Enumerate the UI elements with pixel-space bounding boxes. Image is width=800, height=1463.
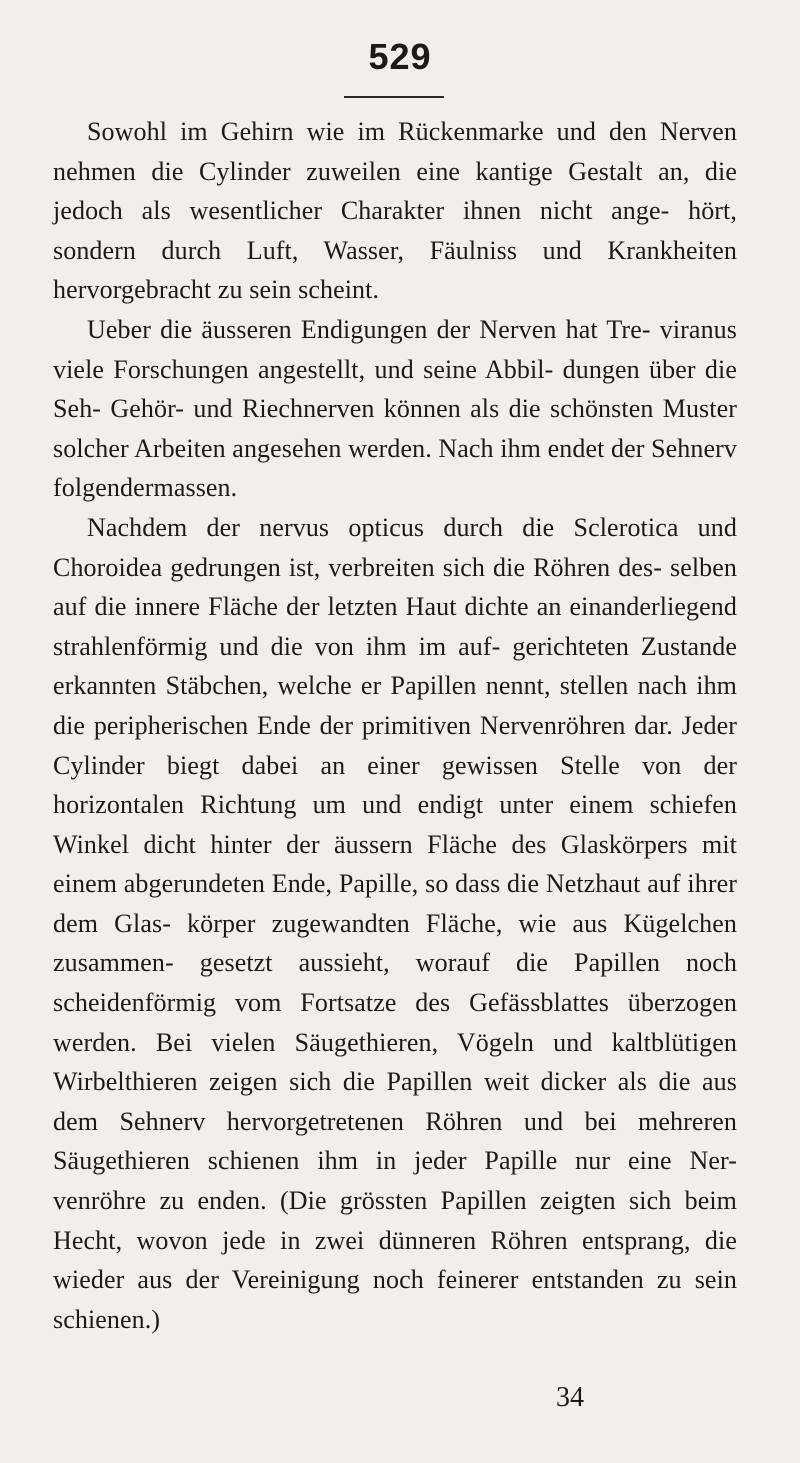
- paragraph-3: Nachdem der nervus opticus durch die Sclerotica und Choroidea gedrungen ist, verbreiten sich die Röhren des- selben auf die innere Fläche der letzten Haut dichte an einanderliegend strahlenförmig und die von ihm im auf- gerichteten Zustande erkannten Stäbchen, welche er Papillen nennt, stellen nach ihm die peripherischen Ende der primitiven Nervenröhren dar. Jeder Cylinder biegt dabei an einer gewissen Stelle von der horizontalen Richtung um und endigt unter einem schiefen Winkel dicht hinter der äussern Fläche des Glaskörpers mit einem abgerundeten Ende, Papille, so dass die Netzhaut auf ihrer dem Glas- körper zugewandten Fläche, wie aus Kügelchen zusammen- gesetzt aussieht, worauf die Papillen noch scheidenförmig vom Fortsatze des Gefässblattes überzogen werden. Bei vielen Säugethieren, Vögeln und kaltblütigen Wirbelthieren zeigen sich die Papillen weit dicker als die aus dem Sehnerv hervorgetretenen Röhren und bei mehreren Säugethieren schienen ihm in jeder Papille nur eine Ner- venröhre zu enden. (Die grössten Papillen zeigten sich beim Hecht, wovon jede in zwei dünneren Röhren entsprang, die wieder aus der Vereinigung noch feinerer entstanden zu sein schienen.): [53, 512, 737, 1334]
- paragraph-2: Ueber die äusseren Endigungen der Nerven hat Tre- viranus viele Forschungen angestellt, und seine Abbil- dungen über die Seh- Gehör- und Riechnerven können als die schönsten Muster solcher Arbeiten angesehen werden. Nach ihm endet der Sehnerv folgendermassen.: [53, 314, 738, 503]
- signature-mark: 34: [556, 1382, 584, 1413]
- body-text: [53, 112, 737, 1339]
- page-number-rule: [344, 96, 444, 98]
- paragraph-1: Sowohl im Gehirn wie im Rückenmarke und den Nerven nehmen die Cylinder zuweilen eine kantige Gestalt an, die jedoch als wesentlicher Charakter ihnen nicht ange- hört, sondern durch Luft, Wasser, Fäulniss und Krankheiten hervorgebracht zu sein scheint.: [53, 117, 737, 305]
- page-number: 529: [368, 36, 432, 77]
